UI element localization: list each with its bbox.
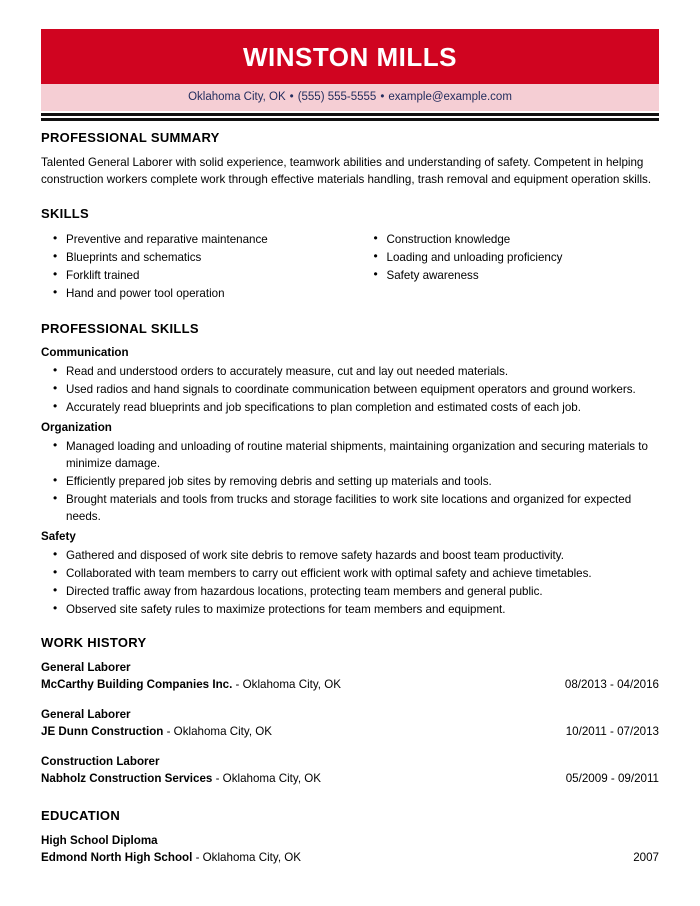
name-banner [41, 29, 659, 84]
skills-list-right [371, 231, 660, 284]
list-item: • Safety awareness [371, 267, 660, 284]
safety-list [41, 547, 659, 618]
section-professional-skills [41, 322, 659, 618]
job-dates: 08/2013 - 04/2016 [564, 678, 659, 692]
job-location: - Oklahoma City, OK [163, 725, 273, 739]
skills-list-left [50, 231, 355, 302]
education-detail-line [41, 849, 659, 866]
job-employer-line [41, 770, 321, 787]
job-detail-line [41, 770, 659, 787]
education-school-line [41, 849, 301, 866]
job-employer-line [41, 723, 272, 740]
spacer [41, 622, 659, 636]
list-item: • Managed loading and unloading of routine material shipments, maintaining organization and securing materials to minimize damage. [50, 438, 659, 472]
work-history-entry [41, 706, 659, 740]
job-location: - Oklahoma City, OK [212, 772, 322, 786]
list-item: • Accurately read blueprints and job specifications to plan completion and estimated costs of each job. [50, 399, 659, 416]
list-item: • Forklift trained [50, 267, 355, 284]
job-detail-line [41, 723, 659, 740]
job-title: Construction Laborer [41, 755, 160, 769]
job-detail-line [41, 676, 659, 693]
education-degree: High School Diploma [41, 834, 158, 848]
contact-phone: (555) 555-5555 [297, 90, 377, 103]
job-employer-line [41, 676, 341, 693]
list-item: • Brought materials and tools from trucks and storage facilities to work site locations and organized for expected needs. [50, 491, 659, 525]
list-item: • Loading and unloading proficiency [371, 249, 660, 266]
section-title-education: EDUCATION [41, 808, 121, 824]
professional-skills-group-organization [41, 420, 659, 525]
work-history-entry [41, 659, 659, 693]
section-title-skills: SKILLS [41, 206, 90, 222]
job-dates: 10/2011 - 07/2013 [565, 725, 659, 739]
list-item: • Directed traffic away from hazardous locations, protecting team members and general public. [50, 583, 659, 600]
contact-band [41, 84, 659, 111]
section-title-work-history: WORK HISTORY [41, 634, 147, 650]
contact-separator-2: • [380, 90, 385, 103]
resume-content [41, 131, 659, 879]
job-company: JE Dunn Construction [41, 725, 164, 739]
professional-skills-group-communication [41, 345, 659, 416]
education-location: - Oklahoma City, OK [192, 851, 302, 865]
list-item: • Read and understood orders to accurately measure, cut and lay out needed materials. [50, 363, 659, 380]
communication-list [41, 363, 659, 416]
work-history-entry [41, 753, 659, 787]
contact-separator-1: • [289, 90, 294, 103]
list-item: • Gathered and disposed of work site debris to remove safety hazards and boost team productivity. [50, 547, 659, 564]
education-year: 2007 [633, 851, 659, 865]
subheading-organization: Organization [41, 420, 112, 434]
professional-summary-text: Talented General Laborer with solid experience, teamwork abilities and understanding of safety. Competent in helping construction workers complete work through effective materials handling, trash removal and equipment operation skills. [41, 156, 652, 187]
job-company: Nabholz Construction Services [41, 772, 213, 786]
spacer [41, 800, 659, 809]
list-item: • Preventive and reparative maintenance [50, 231, 355, 248]
list-item: • Blueprints and schematics [50, 249, 355, 266]
spacer [41, 303, 659, 322]
list-item: • Used radios and hand signals to coordinate communication between equipment operators and ground workers. [50, 381, 659, 398]
job-location: - Oklahoma City, OK [232, 678, 341, 692]
contact-email[interactable]: example@example.com [388, 90, 512, 103]
spacer [41, 188, 659, 207]
job-dates: 05/2009 - 09/2011 [565, 772, 659, 786]
list-item: • Hand and power tool operation [50, 285, 355, 302]
job-company: McCarthy Building Companies Inc. [41, 678, 233, 692]
skills-column-right [355, 231, 660, 303]
organization-list [41, 438, 659, 525]
job-title: General Laborer [41, 661, 131, 675]
job-title: General Laborer [41, 708, 131, 722]
contact-line [188, 92, 512, 104]
header-rule-bottom [41, 118, 659, 121]
candidate-name: WINSTON MILLS [242, 41, 457, 72]
header-rule-top [41, 113, 659, 116]
professional-skills-group-safety [41, 529, 659, 618]
section-title-professional-summary: PROFESSIONAL SUMMARY [41, 130, 220, 145]
list-item: • Collaborated with team members to carry out efficient work with optimal safety and achieve timetables. [50, 565, 659, 582]
education-school: Edmond North High School [41, 851, 193, 865]
section-professional-summary [41, 131, 659, 188]
subheading-communication: Communication [41, 345, 129, 359]
section-education [41, 809, 659, 866]
subheading-safety: Safety [41, 529, 76, 543]
list-item: • Efficiently prepared job sites by removing debris and setting up materials and tools. [50, 473, 659, 490]
list-item: • Observed site safety rules to maximize protections for team members and equipment. [50, 601, 659, 618]
skills-columns [41, 231, 659, 303]
skills-column-left [50, 231, 355, 303]
contact-location: Oklahoma City, OK [188, 90, 286, 103]
section-skills [41, 207, 659, 302]
list-item: • Construction knowledge [371, 231, 660, 248]
education-entry [41, 832, 659, 866]
section-title-professional-skills: PROFESSIONAL SKILLS [41, 320, 199, 336]
section-work-history [41, 636, 659, 787]
